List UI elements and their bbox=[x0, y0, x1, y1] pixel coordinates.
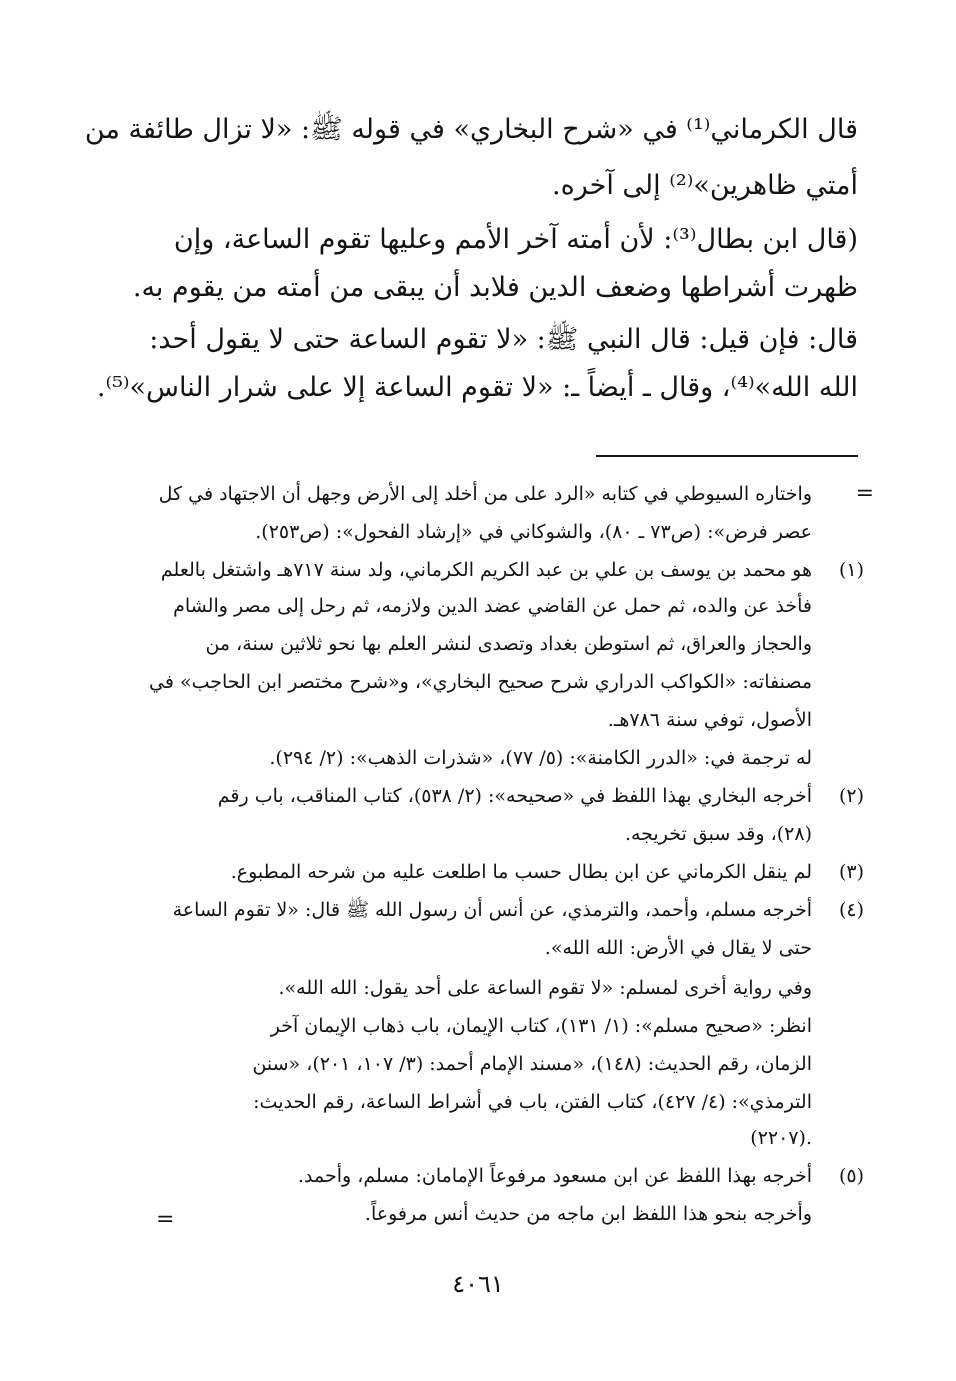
footnote-line: والحجاز والعراق، ثم استوطن بغداد وتصدى لنشر العلم بها نحو ثلاثين سنة، من bbox=[205, 633, 812, 655]
footnote-line: واختاره السيوطي في كتابه «الرد على من أخلد إلى الأرض وجهل أن الاجتهاد في كل bbox=[158, 483, 812, 505]
footnote-line: (٢٢٠٧). bbox=[750, 1127, 812, 1149]
footnote-line: (٢٨)، وقد سبق تخريجه. bbox=[624, 823, 812, 845]
footnote-line: أخرجه مسلم، وأحمد، والترمذي، عن أنس أن رسول الله ﷺ قال: «لا تقوم الساعة bbox=[172, 899, 812, 921]
continuation-mark: = bbox=[156, 1207, 175, 1232]
main-text-line: أمتي ظاهرين»⁽²⁾ إلى آخره. bbox=[552, 170, 858, 201]
main-text-line: قال الكرماني⁽¹⁾ في «شرح البخاري» في قوله ﷺ: «لا تزال طائفة من bbox=[84, 114, 858, 145]
footnote-line: حتى لا يقال في الأرض: الله الله». bbox=[544, 937, 812, 959]
footnote-separator bbox=[596, 455, 858, 457]
footnote-line: الزمان، رقم الحديث: (١٤٨)، «مسند الإمام أحمد: (٣/ ١٠٧، ٢٠١)، «سنن bbox=[252, 1053, 812, 1075]
footnote-line: الأصول، توفي سنة ٧٨٦هـ. bbox=[607, 709, 812, 731]
footnote-line: فأخذ عن والده، ثم حمل عن القاضي عضد الدين ولازمه، ثم رحل إلى مصر والشام bbox=[173, 595, 812, 617]
footnote-line: وأخرجه بنحو هذا اللفظ ابن ماجه من حديث أنس مرفوعاً. bbox=[364, 1203, 812, 1225]
footnote-line: مصنفاته: «الكواكب الدراري شرح صحيح البخاري»، و«شرح مختصر ابن الحاجب» في bbox=[148, 671, 812, 693]
footnote-number: (١) bbox=[838, 559, 864, 581]
continuation-mark: = bbox=[855, 481, 874, 506]
footnote-number: (٥) bbox=[838, 1165, 864, 1187]
main-text-line: (قال ابن بطال⁽³⁾: لأن أمته آخر الأمم وعليها تقوم الساعة، وإن bbox=[173, 224, 858, 255]
footnote-line: له ترجمة في: «الدرر الكامنة»: (٥/ ٧٧)، «شذرات الذهب»: (٢/ ٢٩٤). bbox=[269, 747, 812, 769]
footnote-line: لم ينقل الكرماني عن ابن بطال حسب ما اطلعت عليه من شرحه المطبوع. bbox=[230, 861, 812, 883]
footnote-line: عصر فرض»: (ص٧٣ ـ ٨٠)، والشوكاني في «إرشاد الفحول»: (ص٢٥٣). bbox=[255, 521, 812, 543]
footnote-number: (٤) bbox=[838, 899, 864, 921]
footnote-line: وفي رواية أخرى لمسلم: «لا تقوم الساعة على أحد يقول: الله الله». bbox=[278, 977, 812, 999]
main-text-line: الله الله»⁽⁴⁾، وقال ـ أيضاً ـ: «لا تقوم الساعة إلا على شرار الناس»⁽⁵⁾. bbox=[96, 372, 858, 403]
footnote-number: (٢) bbox=[838, 785, 864, 807]
footnote-line: أخرجه بهذا اللفظ عن ابن مسعود مرفوعاً الإمامان: مسلم، وأحمد. bbox=[298, 1165, 812, 1187]
footnote-line: أخرجه البخاري بهذا اللفظ في «صحيحه»: (٢/ ٥٣٨)، كتاب المناقب، باب رقم bbox=[217, 785, 812, 807]
footnote-line: الترمذي»: (٤/ ٤٢٧)، كتاب الفتن، باب في أشراط الساعة، رقم الحديث: bbox=[253, 1091, 812, 1113]
footnote-line: انظر: «صحيح مسلم»: (١/ ١٣١)، كتاب الإيمان، باب ذهاب الإيمان آخر bbox=[270, 1015, 812, 1037]
main-text-line: قال: فإن قيل: قال النبي ﷺ: «لا تقوم الساعة حتى لا يقول أحد: bbox=[149, 324, 858, 355]
footnote-line: هو محمد بن يوسف بن علي بن عبد الكريم الكرماني، ولد سنة ٧١٧هـ واشتغل بالعلم bbox=[160, 559, 812, 581]
main-text-line: ظهرت أشراطها وضعف الدين فلابد أن يبقى من أمته من يقوم به. bbox=[132, 272, 858, 303]
footnote-number: (٣) bbox=[838, 861, 864, 883]
page-number: ٤٠٦١ bbox=[452, 1270, 504, 1298]
